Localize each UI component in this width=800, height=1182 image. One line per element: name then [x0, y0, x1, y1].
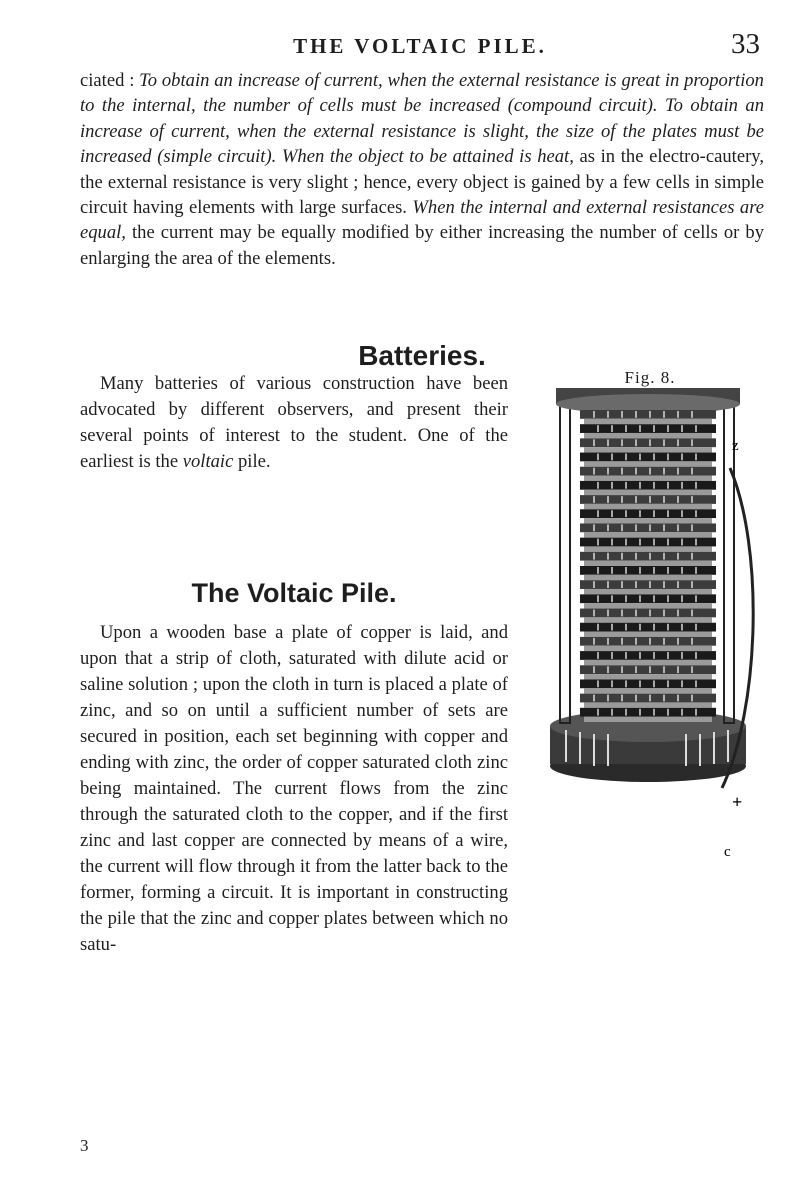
label-z: z	[732, 438, 739, 454]
pile-plate	[580, 438, 716, 447]
pile-cloth	[584, 646, 712, 651]
pile-plate	[580, 665, 716, 674]
pile-cloth	[584, 589, 712, 594]
pile-cloth	[584, 433, 712, 438]
pile-cloth	[584, 518, 712, 523]
running-head	[80, 28, 760, 68]
pile-plate	[580, 609, 716, 618]
pile-cloth	[584, 476, 712, 481]
pile-cloth	[584, 461, 712, 466]
running-title: THE VOLTAIC PILE.	[293, 34, 547, 58]
page-number: 33	[731, 28, 760, 60]
pile-cloth	[584, 419, 712, 424]
batteries-segment: Many batteries of various construction have been advocated by different observers, and present their several points of interest to the student. One of the earliest is the	[80, 373, 508, 472]
label-plus: +	[732, 792, 743, 812]
batteries-segment: pile.	[233, 451, 271, 472]
pile-plate	[580, 523, 716, 532]
voltaic-pile-heading: The Voltaic Pile.	[191, 578, 397, 608]
pile-plate	[580, 410, 716, 419]
label-c: c	[724, 844, 731, 860]
pile-cloth	[584, 603, 712, 608]
pile-cloth	[584, 504, 712, 509]
pile-cloth	[584, 660, 712, 665]
batteries-paragraph	[80, 371, 508, 475]
pile-cloth	[584, 490, 712, 495]
voltaic-pile-text: Upon a wooden base a plate of copper is laid, and upon that a strip of cloth, saturated with dilute acid or saline solution ; upon the cloth in turn is placed a plate of zinc, and so on until a sufficient number of sets are secured in position, each set beginning with copper and ending with zinc, the order of copper saturated cloth zinc being maintained. The current flows from the zinc through the saturated cloth to the copper, and if the first zinc and last copper are connected by means of a wire, the current will flow through it from the latter back to the former, forming a circuit. It is important in constructing the pile that the zinc and copper plates between which no satu-	[80, 622, 508, 955]
pile-plate	[580, 580, 716, 589]
pile-cloth	[584, 674, 712, 679]
pile-cloth	[584, 546, 712, 551]
pile-plate	[580, 637, 716, 646]
batteries-text	[80, 371, 508, 475]
intro-segment: ciated :	[80, 70, 140, 91]
pile-plate	[580, 694, 716, 703]
pile-cloth	[584, 617, 712, 622]
pile-cloth	[584, 561, 712, 566]
batteries-heading: Batteries.	[358, 340, 486, 371]
voltaic-pile-illustration	[536, 388, 766, 1158]
pile-cloth	[584, 575, 712, 580]
pile-plate	[580, 495, 716, 504]
left-glass-rod	[560, 388, 570, 723]
pile-cloth	[584, 717, 712, 722]
batteries-segment-italic: voltaic	[182, 451, 234, 472]
pile-cloth	[584, 632, 712, 637]
pile-plate	[580, 552, 716, 561]
pile-plate	[580, 467, 716, 476]
signature-mark: 3	[80, 1136, 89, 1155]
intro-segment-italic: To obtain an increase of current, when the external resistance is great in proportion to the internal, the number of cells must be increased (compound circuit). To obtain an increase of current, when the external resistance is slight, the size of the plates must be increased (simple circuit). When the object to be attained is heat,	[80, 70, 764, 168]
intro-segment-italic: When the internal and external resistances are equal,	[80, 197, 764, 244]
voltaic-pile-paragraph	[80, 620, 508, 958]
figure-voltaic-pile	[536, 368, 766, 1158]
pile-cloth	[584, 447, 712, 452]
intro-segment: the current may be equally modified by either increasing the number of cells or by enlarging the area of the elements.	[80, 222, 764, 269]
pile-cloth	[584, 688, 712, 693]
intro-paragraph	[80, 68, 764, 271]
figure-caption: Fig. 8.	[624, 368, 676, 387]
pile-cloth	[584, 702, 712, 707]
intro-text	[80, 68, 764, 271]
intro-segment: as in the electro-cautery, the external resistance is very slight ; hence, every object is gained by a few cells in simple circuit having elements with large surfaces.	[80, 146, 765, 219]
pile-cloth	[584, 532, 712, 537]
plate-stack	[580, 410, 716, 722]
